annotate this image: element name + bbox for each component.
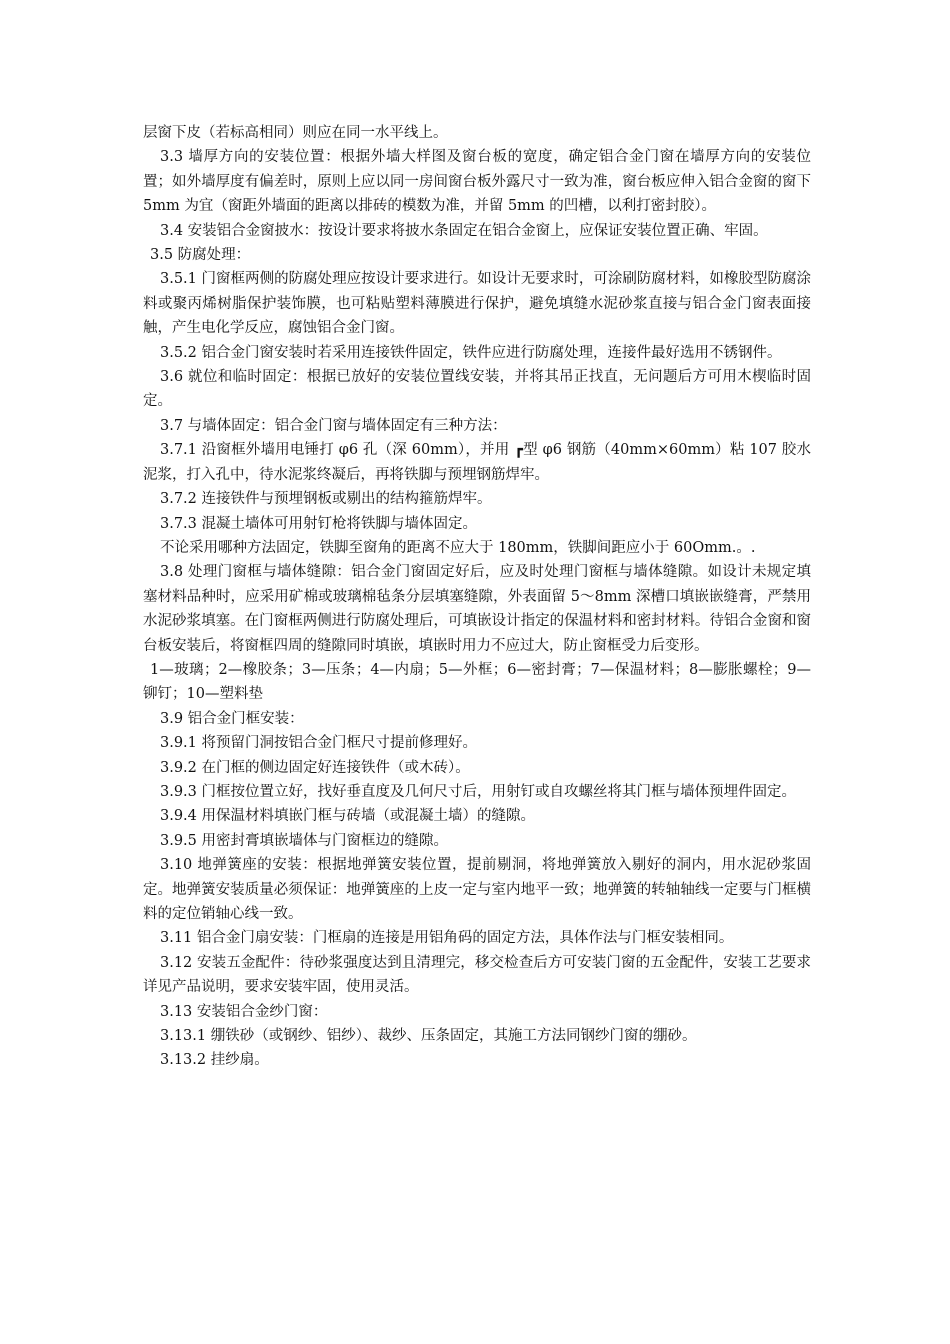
paragraph-3-13-2: 3.13.2 挂纱扇。 (160, 1052, 269, 1069)
paragraph-3-11-door-leaf: 3.11 铝合金门扇安装：门框扇的连接是用铝角码的固定方法，具体作法与门框安装相同。 (160, 930, 734, 947)
paragraph-3-9-door-frame-heading: 3.9 铝合金门框安装： (160, 710, 304, 727)
paragraph-3-10-floor-spring: 3.10 地弹簧座的安装：根据地弹簧安装位置，提前剔洞，将地弹簧放入剔好的洞内，用水泥砂浆固定。地弹簧安装质量必须保证：地弹簧座的上皮一定与室内地平一致；地弹簧的转轴轴线一定要与门框横料的定位销轴心线一致。 (143, 857, 811, 922)
paragraph-iron-foot-spacing: 不论采用哪种方法固定，铁脚至窗角的距离不应大于 180mm，铁脚间距应小于 60Omm.。. (160, 539, 756, 556)
paragraph-3-7-3-nail-gun: 3.7.3 混凝土墙体可用射钉枪将铁脚与墙体固定。 (160, 515, 478, 532)
paragraph-3-13-1: 3.13.1 绷铁砂（或钢纱、铝纱）、裁纱、压条固定，其施工方法同钢纱门窗的绷砂。 (160, 1028, 697, 1045)
document-body (143, 121, 811, 1073)
paragraph-window-sill-level: 层窗下皮（若标高相同）则应在同一水平线上。 (143, 125, 448, 141)
paragraph-3-5-anticorrosion-heading: 3.5 防腐处理： (150, 247, 251, 264)
paragraph-3-7-1-drilling: 3.7.1 沿窗框外墙用电锤打 φ6 孔（深 60mm），并用 ┏型 φ6 钢筋（40mm×60mm）粘 107 胶水泥浆，打入孔中，待水泥浆终凝后，再将铁脚与预埋钢筋焊牢。 (143, 442, 811, 483)
paragraph-3-5-1-frame-anticorrosion: 3.5.1 门窗框两侧的防腐处理应按设计要求进行。如设计无要求时，可涂刷防腐材料，如橡胶型防腐涂料或聚丙烯树脂保护装饰膜，也可粘贴塑料薄膜进行保护，避免填缝水泥砂浆直接与铝合金门窗表面接触，产生电化学反应，腐蚀铝合金门窗。 (143, 271, 811, 337)
paragraph-3-6-positioning: 3.6 就位和临时固定：根据已放好的安装位置线安装，并将其吊正找直，无问题后方可用木楔临时固定。 (143, 369, 811, 410)
paragraph-3-7-wall-fixing-heading: 3.7 与墙体固定：铝合金门窗与墙体固定有三种方法： (160, 417, 507, 434)
paragraph-3-5-2-iron-connectors: 3.5.2 铝合金门窗安装时若采用连接铁件固定，铁件应进行防腐处理，连接件最好选用不锈钢件。 (160, 344, 782, 361)
paragraph-3-9-5: 3.9.5 用密封膏填嵌墙体与门窗框边的缝隙。 (160, 832, 449, 849)
paragraph-3-8-gap-treatment: 3.8 处理门窗框与墙体缝隙：铝合金门窗固定好后，应及时处理门窗框与墙体缝隙。如设计未规定填塞材料品种时，应采用矿棉或玻璃棉毡条分层填塞缝隙，外表面留 5～8mm 深槽口填嵌嵌缝膏，严禁用水泥砂浆填塞。在门窗框两侧进行防腐处理后，可填嵌设计指定的保温材料和密封材料。待铝合金窗和窗台板安装后，将窗框四周的缝隙同时填嵌，填嵌时用力不应过大，防止窗框受力后变形。 (143, 564, 811, 654)
paragraph-3-13-screen-heading: 3.13 安装铝合金纱门窗： (160, 1003, 328, 1020)
paragraph-3-12-hardware: 3.12 安装五金配件：待砂浆强度达到且清理完，移交检查后方可安装门窗的五金配件，安装工艺要求详见产品说明，要求安装牢固，使用灵活。 (143, 954, 811, 996)
paragraph-3-9-4: 3.9.4 用保温材料填嵌门框与砖墙（或混凝土墙）的缝隙。 (160, 808, 536, 825)
paragraph-3-9-2: 3.9.2 在门框的侧边固定好连接铁件（或木砖）。 (160, 759, 470, 776)
paragraph-3-3-wall-thickness-position: 3.3 墙厚方向的安装位置：根据外墙大样图及窗台板的宽度，确定铝合金门窗在墙厚方向的安装位置；如外墙厚度有偏差时，原则上应以同一房间窗台板外露尺寸一致为准，窗台板应伸入铝合金窗的窗下 5mm 为宜（窗距外墙面的距离以排砖的模数为准，并留 5mm 的凹槽，以利打密封胶）。 (143, 149, 811, 215)
paragraph-3-9-3: 3.9.3 门框按位置立好，找好垂直度及几何尺寸后，用射钉或自攻螺丝将其门框与墙体预埋件固定。 (160, 783, 796, 800)
paragraph-figure-legend: 1—玻璃；2—橡胶条；3—压条；4—内扇；5—外框；6—密封膏；7—保温材料；8—膨胀螺栓；9—铆钉；10—塑料垫 (143, 661, 811, 703)
paragraph-3-7-2-welding: 3.7.2 连接铁件与预埋钢板或剔出的结构箍筋焊牢。 (160, 491, 492, 508)
paragraph-3-4-drip-strip: 3.4 安装铝合金窗披水：按设计要求将披水条固定在铝合金窗上，应保证安装位置正确、牢固。 (160, 222, 768, 239)
paragraph-3-9-1: 3.9.1 将预留门洞按铝合金门框尺寸提前修理好。 (160, 735, 478, 752)
